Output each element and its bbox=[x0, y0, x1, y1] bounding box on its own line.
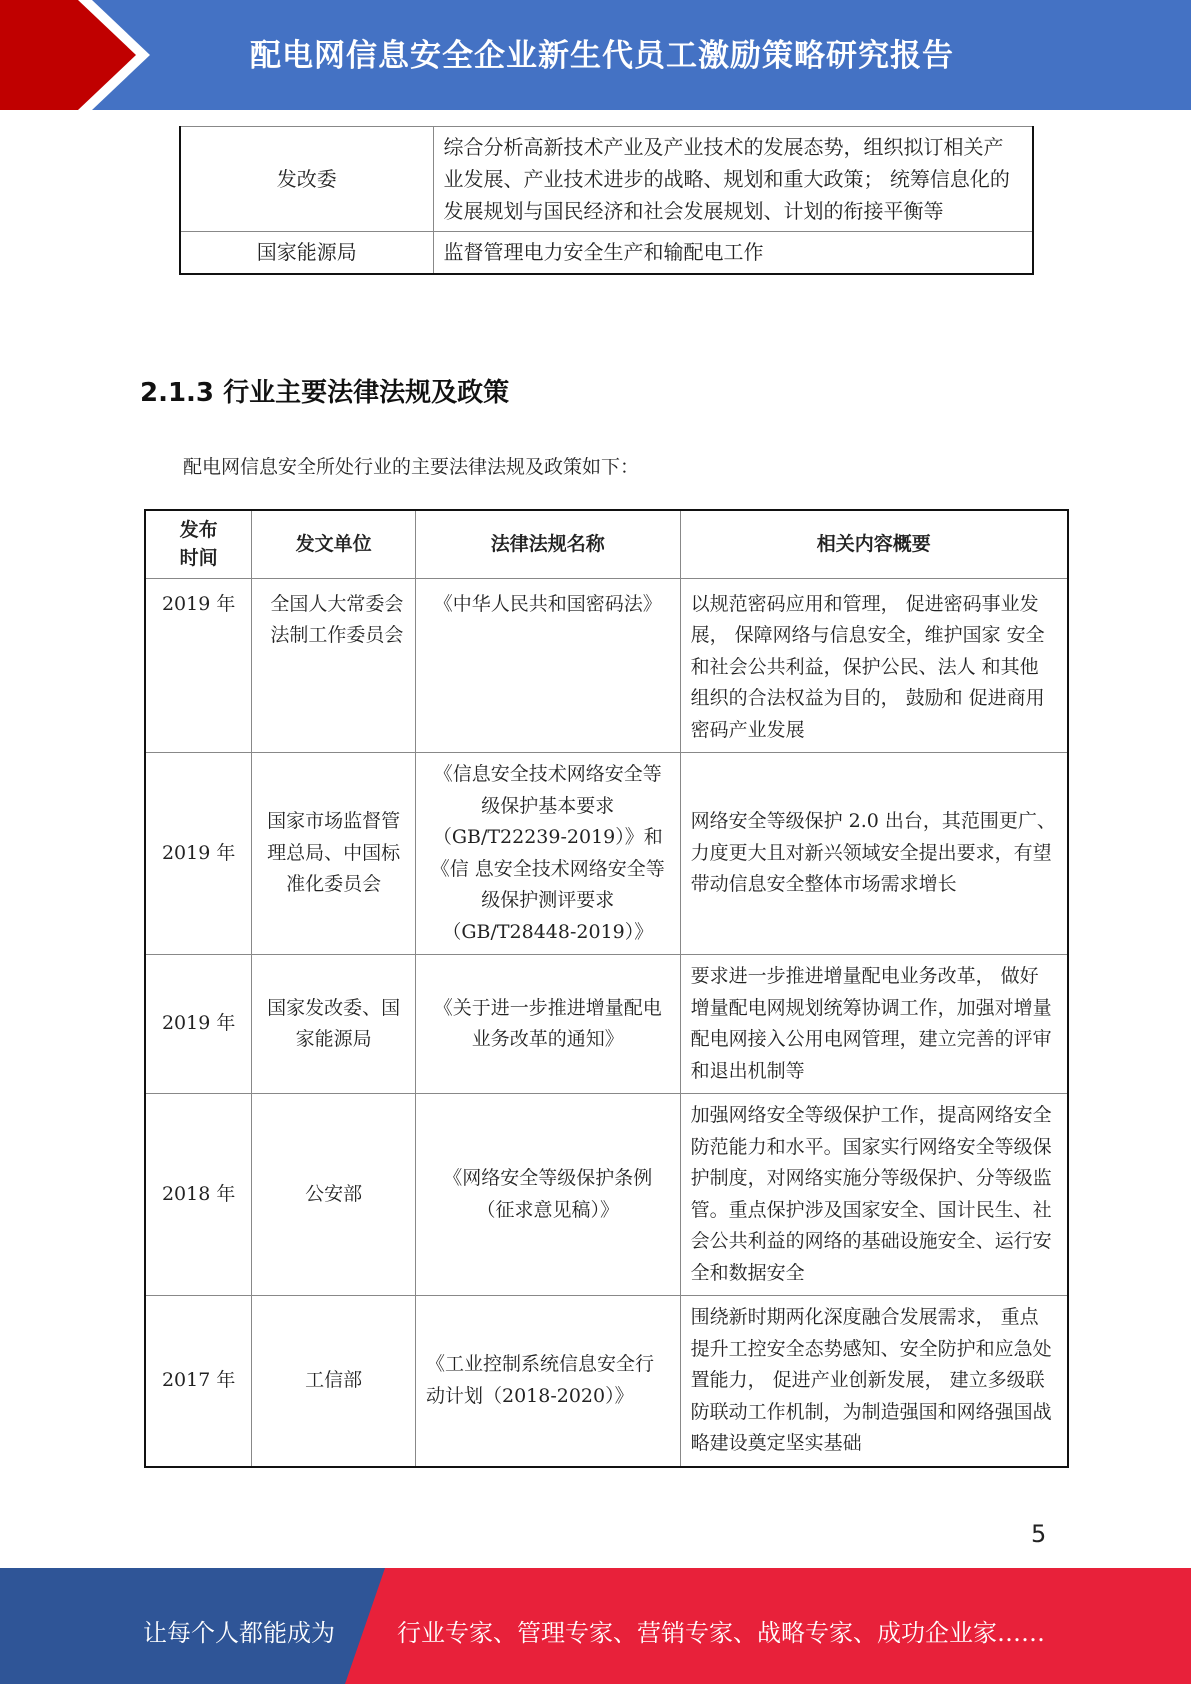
laws-policies-table bbox=[144, 509, 1069, 1468]
law-cell: 《中华人民共和国密码法》 bbox=[415, 578, 680, 753]
section-intro: 配电网信息安全所处行业的主要法律法规及政策如下： bbox=[183, 456, 640, 478]
unit-cell: 国家市场监督管理总局、中国标准化委员会 bbox=[252, 753, 416, 955]
agency-cell: 国家能源局 bbox=[180, 232, 433, 274]
law-cell: 《网络安全等级保护条例（征求意见稿）》 bbox=[415, 1094, 680, 1296]
header-release-time: 发布时间 bbox=[145, 510, 252, 578]
year-cell: 2018 年 bbox=[145, 1094, 252, 1296]
header-summary: 相关内容概要 bbox=[680, 510, 1068, 578]
law-cell: 《关于进一步推进增量配电业务改革的通知》 bbox=[415, 955, 680, 1094]
year-cell: 2017 年 bbox=[145, 1296, 252, 1467]
table-header-row bbox=[145, 510, 1068, 578]
summary-cell: 围绕新时期两化深度融合发展需求， 重点提升工控安全态势感知、安全防护和应急处置能力， 促进产业创新发展， 建立多级联防联动工作机制，为制造强国和网络强国战略建设奠定坚实基础 bbox=[680, 1296, 1068, 1467]
law-cell: 《工业控制系统信息安全行动计划（2018-2020）》 bbox=[415, 1296, 680, 1467]
table-row bbox=[145, 753, 1068, 955]
summary-cell: 以规范密码应用和管理， 促进密码事业发展， 保障网络与信息安全，维护国家 安全和社会公共利益，保护公民、法人 和其他组织的合法权益为目的， 鼓励和 促进商用密码产业发展 bbox=[680, 578, 1068, 753]
page-number: 5 bbox=[1031, 1520, 1047, 1548]
table-row bbox=[145, 955, 1068, 1094]
report-title: 配电网信息安全企业新生代员工激励策略研究报告 bbox=[250, 38, 954, 74]
footer-slogan-left: 让每个人都能成为 bbox=[143, 1619, 335, 1647]
unit-cell: 全国人大常委会法制工作委员会 bbox=[252, 578, 416, 753]
year-cell: 2019 年 bbox=[145, 955, 252, 1094]
table-row bbox=[180, 232, 1033, 274]
agency-duty-table bbox=[179, 126, 1034, 275]
unit-cell: 国家发改委、国家能源局 bbox=[252, 955, 416, 1094]
header-law-name: 法律法规名称 bbox=[415, 510, 680, 578]
page-header bbox=[0, 0, 1191, 110]
table-row bbox=[180, 127, 1033, 232]
year-cell: 2019 年 bbox=[145, 753, 252, 955]
summary-cell: 加强网络安全等级保护工作，提高网络安全防范能力和水平。国家实行网络安全等级保护制度，对网络实施分等级保护、分等级监管。重点保护涉及国家安全、国计民生、社会公共利益的网络的基础设施安全、运行安全和数据安全 bbox=[680, 1094, 1068, 1296]
summary-cell: 网络安全等级保护 2.0 出台，其范围更广、力度更大且对新兴领域安全提出要求，有望带动信息安全整体市场需求增长 bbox=[680, 753, 1068, 955]
agency-cell: 发改委 bbox=[180, 127, 433, 232]
section-heading: 2.1.3 行业主要法律法规及政策 bbox=[140, 378, 510, 408]
header-issuing-unit: 发文单位 bbox=[252, 510, 416, 578]
unit-cell: 工信部 bbox=[252, 1296, 416, 1467]
page-footer bbox=[0, 1568, 1191, 1684]
unit-cell: 公安部 bbox=[252, 1094, 416, 1296]
duty-cell: 监督管理电力安全生产和输配电工作 bbox=[433, 232, 1033, 274]
footer-slogan-right: 行业专家、管理专家、营销专家、战略专家、成功企业家…… bbox=[397, 1619, 1045, 1647]
law-cell: 《信息安全技术网络安全等级保护基本要求（GB/T22239-2019）》和《信 息安全技术网络安全等级保护测评要求（GB/T28448-2019）》 bbox=[415, 753, 680, 955]
summary-cell: 要求进一步推进增量配电业务改革， 做好增量配电网规划统筹协调工作，加强对增量配电网接入公用电网管理，建立完善的评审和退出机制等 bbox=[680, 955, 1068, 1094]
table-row bbox=[145, 578, 1068, 753]
table-row bbox=[145, 1094, 1068, 1296]
duty-cell: 综合分析高新技术产业及产业技术的发展态势，组织拟订相关产业发展、产业技术进步的战略、规划和重大政策； 统筹信息化的发展规划与国民经济和社会发展规划、计划的衔接平衡等 bbox=[433, 127, 1033, 232]
year-cell: 2019 年 bbox=[145, 578, 252, 753]
table-row bbox=[145, 1296, 1068, 1467]
